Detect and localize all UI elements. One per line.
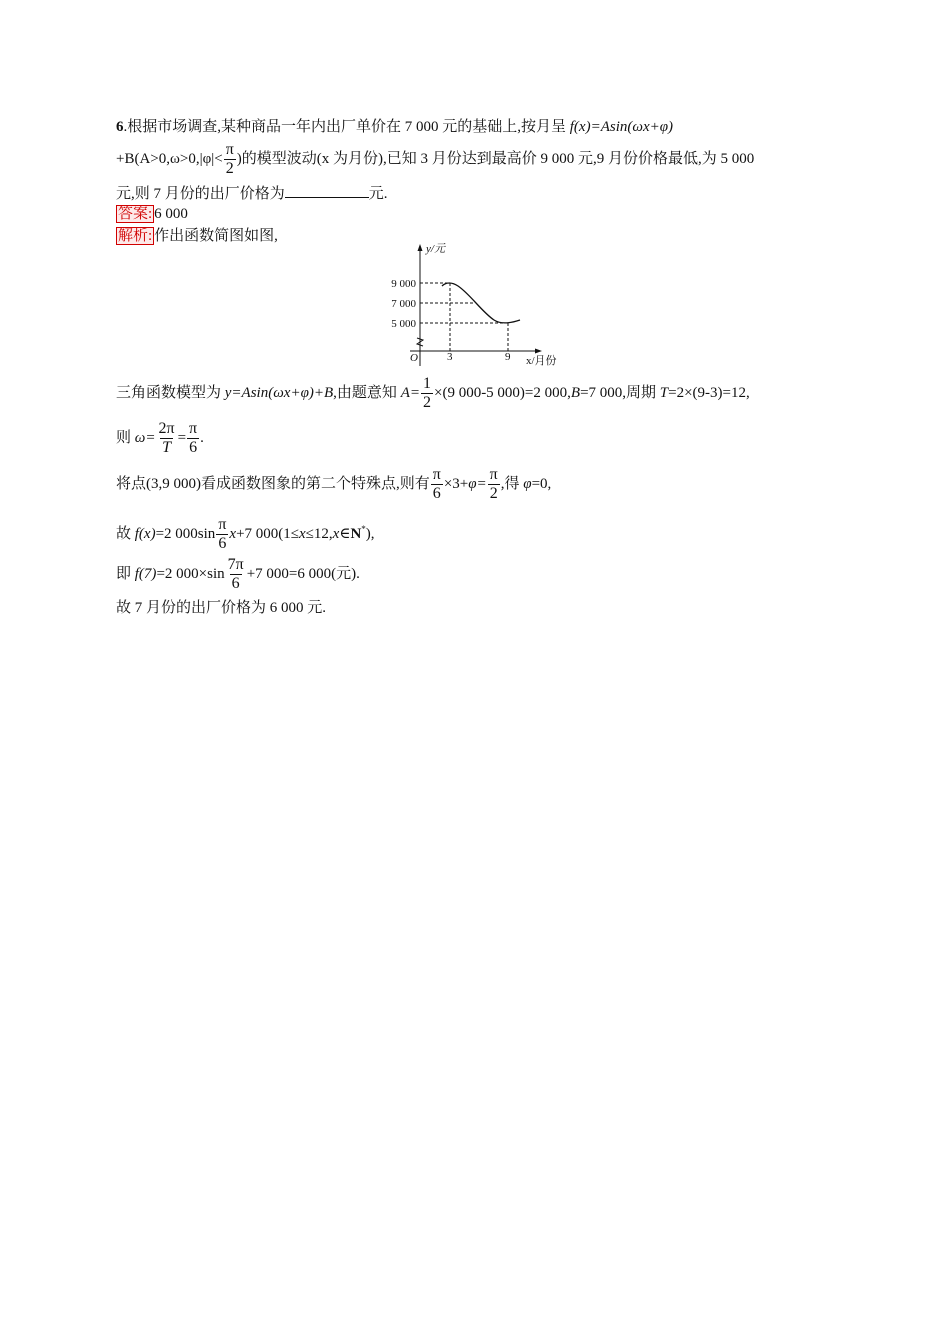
answer-blank	[285, 183, 369, 198]
x-tick-9: 9	[505, 351, 511, 363]
question-line-3: 元,则 7 月份的出厂价格为 元.	[116, 183, 388, 204]
function-expression: f(x)=Asin(ωx+φ)	[569, 119, 674, 135]
function-graph	[380, 238, 570, 370]
x-axis-label: x/月份	[526, 355, 557, 367]
y-axis-label: y/元	[426, 243, 445, 255]
solution-line-6: 故 7 月份的出厂价格为 6 000 元.	[116, 600, 327, 616]
fraction-pi-over-6: $\frac{\pi}{6}$	[218, 516, 227, 553]
solution-line-1: 三角函数模型为 y=Asin(ωx+φ)+B,由题意知 A= $\frac{1}{2}$ ×(9 000-5 000)=2 000,B=7 000,周期 T=2×(9-3)=12,	[116, 375, 750, 412]
origin-label: O	[410, 352, 418, 364]
analysis-intro: 作出函数简图如图,	[154, 228, 278, 244]
fraction-pi-over-6: $\frac{\pi}{6}$	[189, 420, 198, 457]
question-line-2: +B(A>0,ω>0,|φ|< $\frac{\pi}{2}$ )的模型波动(x 为月份),已知 3 月份达到最高价 9 000 元,9 月份价格最低,为 5 000	[116, 141, 755, 178]
y-tick-7000: 7 000	[391, 298, 416, 310]
fraction-pi-over-6: $\frac{\pi}{6}$	[432, 466, 441, 503]
question-line-1: 6.根据市场调查,某种商品一年内出厂单价在 7 000 元的基础上,按月呈 f(x)=Asin(ωx+φ)	[116, 119, 674, 135]
answer-line	[116, 204, 188, 224]
analysis-label: 解析:	[118, 228, 153, 244]
analysis-line	[116, 226, 278, 246]
solution-line-3: 将点(3,9 000)看成函数图象的第二个特殊点,则有 $\frac{\pi}{6}$ ×3+φ= $\frac{\pi}{2}$ ,得 φ=0,	[116, 466, 552, 503]
y-tick-9000: 9 000	[391, 278, 416, 290]
question-number: 6	[116, 119, 124, 135]
answer-label: 答案:	[118, 206, 153, 222]
x-tick-3: 3	[447, 351, 453, 363]
fraction-7pi-over-6: $\frac{7\pi}{6}$	[227, 556, 244, 593]
solution-line-2: 则 ω= $\frac{2\pi}{T}$ = $\frac{\pi}{6}$ .	[116, 420, 204, 457]
sine-curve	[442, 283, 520, 323]
y-tick-5000: 5 000	[391, 318, 416, 330]
fraction-pi-over-2: $\frac{\pi}{2}$	[489, 466, 498, 503]
fraction-one-half: $\frac{1}{2}$	[422, 375, 431, 412]
solution-line-5: 即 f(7)=2 000×sin $\frac{7\pi}{6}$ +7 000=6 000(元).	[116, 556, 360, 593]
solution-line-4: 故 f(x)=2 000sin $\frac{\pi}{6}$ x+7 000(1≤x≤12,x∈N*),	[116, 516, 375, 553]
fraction-2pi-over-t: $\frac{2\pi}{T}$	[158, 420, 175, 457]
answer-value: 6 000	[154, 206, 188, 222]
pi-over-2-fraction: $\frac{\pi}{2}$	[225, 141, 234, 178]
